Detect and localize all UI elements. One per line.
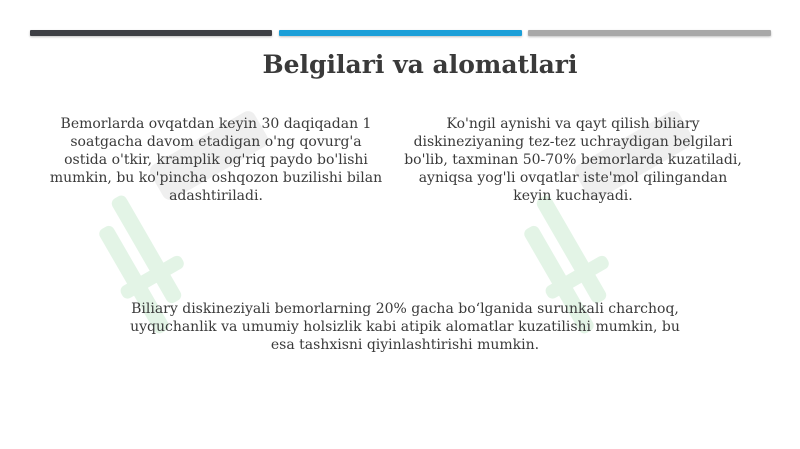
paragraph-bottom: Biliary diskineziyali bemorlarning 20% gacha bo‘lganida surunkali charchoq, uyquchanlik va umumiy holsizlik kabi atipik alomatlar kuzatilishi mumkin, bu esa tashxisni qiyinlashtirishi mumkin. — [130, 301, 680, 353]
paragraph-left: Bemorlarda ovqatdan keyin 30 daqiqadan 1 soatgacha davom etadigan o'ng qovurg'a ostida o'tkir, kramplik og'riq paydo bo'lishi mumkin, bu ko'pincha oshqozon buzilishi bilan adashtiriladi. — [49, 116, 383, 204]
decor-bar-blue — [279, 30, 522, 36]
paragraph-right: Ko'ngil aynishi va qayt qilish biliary diskineziyaning tez-tez uchraydigan belgilari bo'lib, taxminan 50-70% bemorlarda kuzatiladi, ayniqsa yog'li ovqatlar iste'mol qilingandan keyin kuchayadi. — [404, 116, 742, 204]
slide-title: Belgilari va alomatlari — [262, 50, 578, 79]
decor-bar-gray — [528, 30, 771, 36]
decor-bar-dark — [30, 30, 272, 36]
